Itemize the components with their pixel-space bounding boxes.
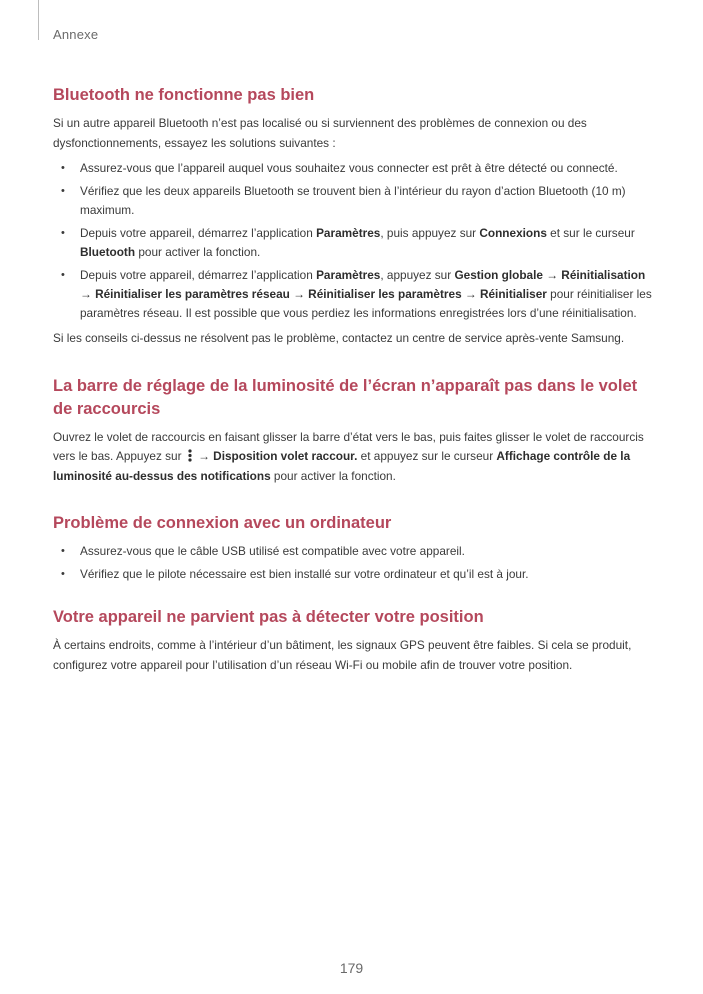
list-item: • Vérifiez que le pilote nécessaire est bien installé sur votre ordinateur et qu’il est à jour. xyxy=(53,565,653,584)
bullet-icon: • xyxy=(61,568,65,580)
section-brightness xyxy=(53,375,653,487)
page-content xyxy=(53,84,653,675)
bullet-icon: • xyxy=(61,162,65,174)
section-computer-connection xyxy=(53,512,653,584)
list-item: • Depuis votre appareil, démarrez l’application Paramètres, puis appuyez sur Connexions et sur le curseur Bluetooth pour activer la fonction. xyxy=(61,226,635,259)
section-body: Ouvrez le volet de raccourcis en faisant glisser la barre d’état vers le bas, puis faites glisser le volet de raccourcis vers le bas. Appuyez sur → Disposition volet raccour. et appuyez sur le curseur Affichage contrôle de la luminosité au-dessus des notifications pour activer la fonction. xyxy=(53,429,644,483)
list-item: • Assurez-vous que le câble USB utilisé est compatible avec votre appareil. xyxy=(53,542,653,561)
section-location xyxy=(53,606,653,675)
section-title: Votre appareil ne parvient pas à détecter votre position xyxy=(53,608,484,626)
bullet-icon: • xyxy=(61,227,65,239)
section-note: Si les conseils ci-dessus ne résolvent pas le problème, contactez un centre de service après-vente Samsung. xyxy=(53,331,625,345)
solution-list xyxy=(53,159,653,323)
section-bluetooth xyxy=(53,84,653,349)
list-item: • Assurez-vous que l’appareil auquel vous souhaitez vous connecter est prêt à être détecté ou connecté. xyxy=(53,159,653,178)
bullet-icon: • xyxy=(61,185,65,197)
section-body: À certains endroits, comme à l’intérieur d’un bâtiment, les signaux GPS peuvent être faibles. Si cela se produit, configurez votre appareil pour l’utilisation d’un réseau Wi-Fi ou mobile afin de trouver votre position. xyxy=(53,638,632,672)
list-item: • Depuis votre appareil, démarrez l’application Paramètres, appuyez sur Gestion globale → Réinitialisation → Réinitialiser les paramètres réseau → Réinitialiser les paramètres → Réinitialiser pour réinitialiser les paramètres réseau. Il est possible que vous perdiez les informations enregistrées lors d’une réinitialisation. xyxy=(61,268,652,320)
section-title: Bluetooth ne fonctionne pas bien xyxy=(53,86,315,104)
list-item: • Vérifiez que les deux appareils Bluetooth se trouvent bien à l’intérieur du rayon d’action Bluetooth (10 m) maximum. xyxy=(61,184,626,217)
page-number: 179 xyxy=(339,960,364,976)
solution-list xyxy=(53,542,653,584)
more-options-icon xyxy=(187,449,193,462)
bullet-icon: • xyxy=(61,269,65,281)
header-rule xyxy=(38,0,39,40)
section-intro: Si un autre appareil Bluetooth n’est pas localisé ou si surviennent des problèmes de connexion ou des dysfonctionnements, essayez les solutions suivantes : xyxy=(53,116,587,150)
bullet-icon: • xyxy=(61,545,65,557)
chapter-label: Annexe xyxy=(53,27,99,42)
section-title: La barre de réglage de la luminosité de l’écran n’apparaît pas dans le volet de raccourcis xyxy=(53,376,638,418)
section-title: Problème de connexion avec un ordinateur xyxy=(53,514,392,532)
